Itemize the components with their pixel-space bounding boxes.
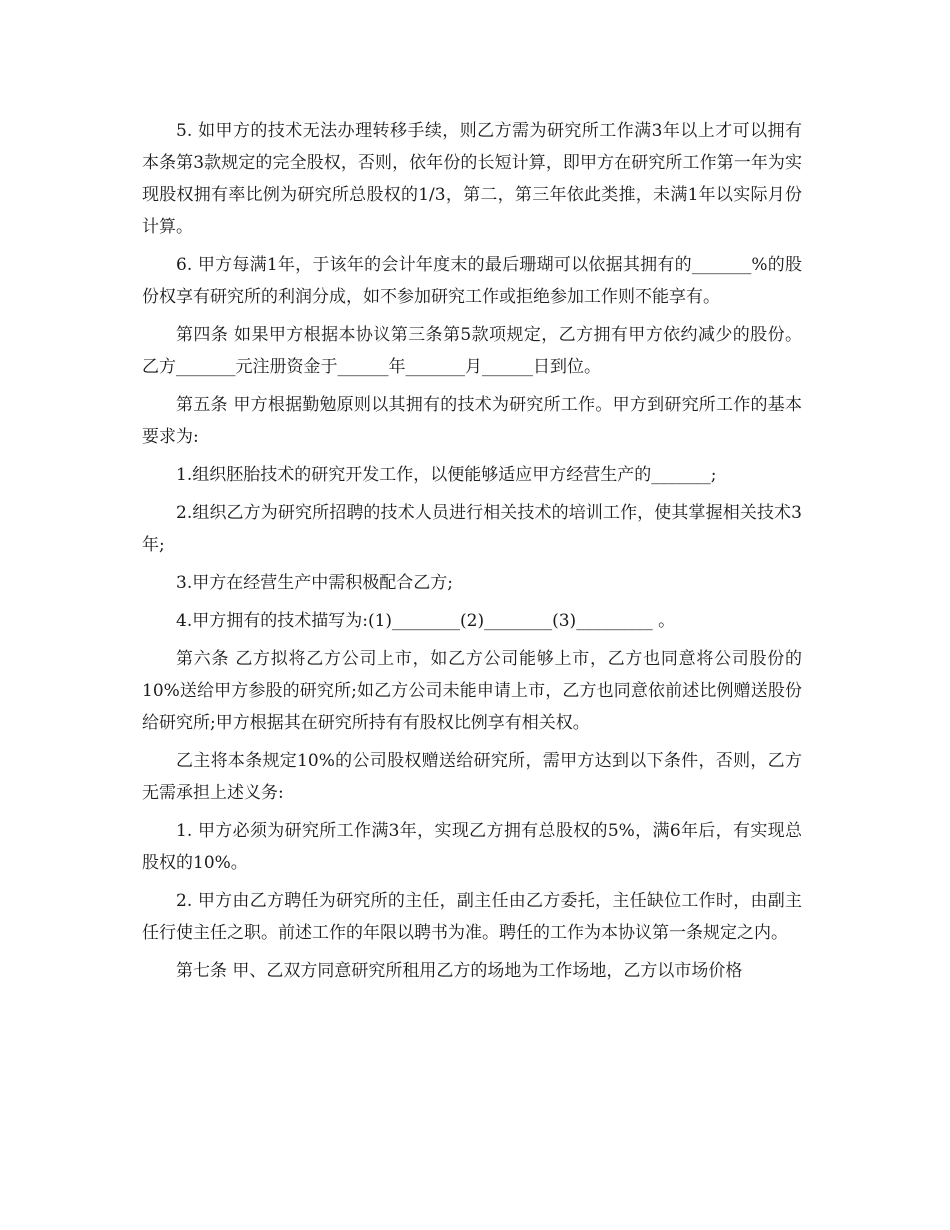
paragraph-article-5: 第五条 甲方根据勤勉原则以其拥有的技术为研究所工作。甲方到研究所工作的基本要求为: (142, 395, 802, 447)
paragraph-article-6-conditions: 乙主将本条规定10%的公司股权赠送给研究所，需甲方达到以下条件，否则，乙方无需承担上述义务: (142, 751, 802, 803)
paragraph-article-5-item-2: 2.组织乙方为研究所招聘的技术人员进行相关技术的培训工作，使其掌握相关技术3年; (142, 503, 802, 555)
paragraph-clause-3-item-5: 5. 如甲方的技术无法办理转移手续，则乙方需为研究所工作满3年以上才可以拥有本条第3款规定的完全股权，否则，依年份的长短计算，即甲方在研究所工作第一年为实现股权拥有率比例为研究所总股权的1/3，第二，第三年依此类推，未满1年以实际月份计算。 (142, 121, 802, 237)
paragraph-article-4: 第四条 如果甲方根据本协议第三条第5款项规定，乙方拥有甲方依约减少的股份。乙方_______元注册资金于______年_______月______日到位。 (142, 325, 802, 377)
paragraph-clause-3-item-6: 6. 甲方每满1年，于该年的会计年度末的最后珊瑚可以依据其拥有的_______%的股份权享有研究所的利润分成，如不参加研究工作或拒绝参加工作则不能享有。 (142, 255, 802, 307)
paragraph-article-6-condition-1: 1. 甲方必须为研究所工作满3年，实现乙方拥有总股权的5%，满6年后，有实现总股权的10%。 (142, 821, 802, 873)
paragraph-article-7: 第七条 甲、乙双方同意研究所租用乙方的场地为工作场地，乙方以市场价格 (176, 961, 743, 981)
paragraph-article-5-item-1: 1.组织胚胎技术的研究开发工作，以便能够适应甲方经营生产的_______; (176, 465, 717, 485)
paragraph-article-6: 第六条 乙方拟将乙方公司上市，如乙方公司能够上市，乙方也同意将公司股份的10%送给甲方参股的研究所;如乙方公司未能申请上市，乙方也同意依前述比例赠送股份给研究所;甲方根据其在研究所持有有股权比例享有相关权。 (142, 649, 802, 733)
paragraph-article-5-item-4: 4.甲方拥有的技术描写为:(1)________(2)________(3)_________ 。 (176, 611, 676, 631)
document-body (142, 115, 802, 987)
paragraph-article-5-item-3: 3.甲方在经营生产中需积极配合乙方; (176, 573, 453, 593)
paragraph-article-6-condition-2: 2. 甲方由乙方聘任为研究所的主任，副主任由乙方委托，主任缺位工作时，由副主任行使主任之职。前述工作的年限以聘书为准。聘任的工作为本协议第一条规定之内。 (142, 891, 802, 943)
